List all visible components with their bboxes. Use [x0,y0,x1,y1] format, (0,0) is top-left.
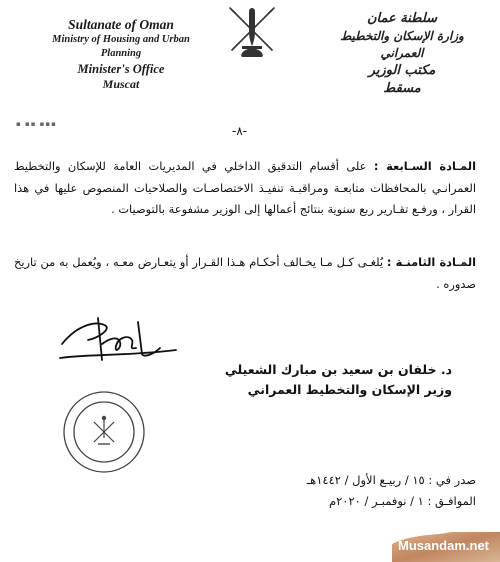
site-watermark [392,532,500,562]
letterhead-english [36,16,206,92]
issued-date: صدر في : ١٥ / ربيـع الأول / ١٤٤٢هـ [306,473,476,487]
letterhead-english-line: Muscat [102,77,140,91]
article-text: على أقسام التدقيق الداخلي في المديريات العامة للإسكان والتخطيط العمرانـي بالمحافظات متابعـة ومراقبـة تنفيـذ الاختصاصـات والصلاحيات المنصوص عليها في هذا القرار ، ورفـع تقـارير ربع سنوية بنتائج أعمالها إلى الوزير مشفوعة بالتوصيات . [14,159,476,216]
article-text: يُلغـى كـل مـا يخـالف أحكـام هـذا القـرار أو يتعـارض معـه ، ويُعمل به من تاريخ صدوره . [14,255,476,291]
article-heading: المـادة الثامنـة : [386,255,477,269]
article-heading: المـادة السـابعة : [373,159,476,173]
official-stamp [60,388,148,476]
letterhead-arabic-line: مسقط [383,81,421,96]
letterhead-footnote-mark: ▪ ▪▪ ▪▪▪ [16,120,57,128]
corresponding-date: الموافـق : ١ / نوفمبـر / ٢٠٢٠م [328,494,476,508]
national-emblem-icon [222,2,282,58]
page-number: -٨- [232,124,248,138]
letterhead-arabic-line: سلطنة عمان [366,11,438,26]
letterhead-english-line: Ministry of Housing and Urban Planning [52,34,190,59]
article-seven [14,156,476,221]
letterhead-english-line: Sultanate of Oman [68,17,174,32]
letterhead-arabic-line: وزارة الإسكان والتخطيط العمراني [340,29,464,60]
watermark-text: Musandam.net [398,538,490,553]
letterhead-english-line: Minister's Office [77,62,165,76]
signer-name: د. خلفان بن سعيد بن مبارك الشعيلي [224,362,452,377]
handwritten-signature [58,314,178,366]
letterhead-arabic-line: مكتب الوزير [368,63,436,78]
letterhead-arabic [318,10,486,98]
article-eight [14,252,476,295]
signer-title: وزير الإسكان والتخطيط العمراني [247,382,452,397]
issue-dates [176,470,476,512]
signer-block [12,360,452,400]
